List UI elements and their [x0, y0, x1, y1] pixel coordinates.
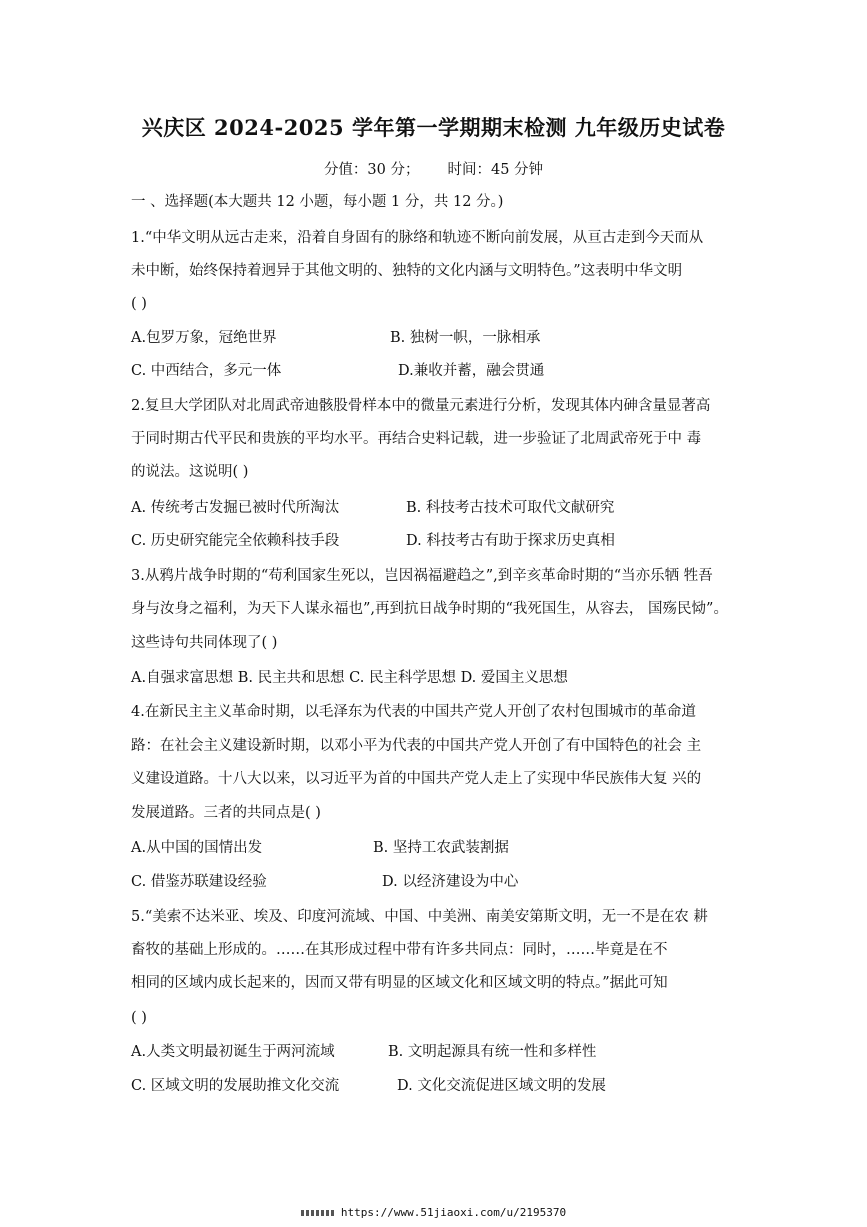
question-1-option-b: B. 独树一帜，一脉相承 — [390, 330, 541, 346]
question-5-line-2: 畜牧的基础上形成的。……在其形成过程中带有许多共同点：同时，……毕竟是在不 — [131, 942, 668, 958]
question-3-options: A.自强求富思想 B. 民主共和思想 C. 民主科学思想 D. 爱国主义思想 — [131, 670, 568, 686]
question-4-line-2: 路：在社会主义建设新时期，以邓小平为代表的中国共产党人开创了有中国特色的社会 主 — [131, 738, 702, 754]
section-heading: 一 、选择题(本大题共 12 小题，每小题 1 分，共 12 分。) — [131, 194, 504, 210]
question-1-option-c: C. 中西结合，多元一体 — [131, 363, 282, 379]
exam-meta — [0, 158, 867, 179]
question-1-option-a: A.包罗万象，冠绝世界 — [131, 330, 277, 346]
question-4-option-b: B. 坚持工农武装割据 — [373, 840, 509, 856]
footer-url[interactable]: https://www.51jiaoxi.com/u/2195370 — [340, 1206, 567, 1219]
site-logo-icon — [301, 1210, 335, 1216]
question-2-line-1: 2.复旦大学团队对北周武帝迪骸股骨样本中的微量元素进行分析，发现其体内砷含量显著高 — [131, 398, 711, 414]
score-info: 分值：30 分； — [323, 162, 420, 178]
question-1-option-d: D.兼收并蓄，融会贯通 — [398, 363, 545, 379]
time-info: 时间：45 分钟 — [447, 162, 544, 178]
question-5-option-a: A.人类文明最初诞生于两河流域 — [131, 1044, 335, 1060]
exam-title: 兴庆区 2024-2025 学年第一学期期末检测 九年级历史试卷 — [141, 115, 726, 140]
footer-watermark — [0, 1206, 867, 1219]
question-3-line-1: 3.从鸦片战争时期的“苟利国家生死以，岂因祸福避趋之”,到辛亥革命时期的“当亦乐牺 牲吾 — [131, 568, 713, 584]
question-5-line-3: 相同的区域内成长起来的，因而又带有明显的区域文化和区域文明的特点。”据此可知 — [131, 975, 668, 991]
question-5-answer-blank: ( ) — [131, 1010, 147, 1026]
question-5-line-1: 5.“美索不达米亚、埃及、印度河流域、中国、中美洲、南美安第斯文明，无一不是在农 耕 — [131, 909, 708, 925]
question-4-line-1: 4.在新民主主义革命时期，以毛泽东为代表的中国共产党人开创了农村包围城市的革命道 — [131, 704, 696, 720]
question-4-option-a: A.从中国的国情出发 — [131, 840, 263, 856]
question-5-option-c: C. 区域文明的发展助推文化交流 — [131, 1078, 340, 1094]
question-5-option-d: D. 文化交流促进区域文明的发展 — [397, 1078, 606, 1094]
question-1-answer-blank: ( ) — [131, 296, 147, 312]
question-3-line-2: 身与汝身之福利，为天下人谋永福也”,再到抗日战争时期的“我死国生，从容去， 国殇民恸”。 — [131, 601, 728, 617]
question-2-option-c: C. 历史研究能完全依赖科技手段 — [131, 533, 340, 549]
question-2-line-3: 的说法。这说明( ) — [131, 464, 249, 480]
question-2-option-d: D. 科技考古有助于探求历史真相 — [406, 533, 615, 549]
question-1-line-2: 未中断，始终保持着迥异于其他文明的、独特的文化内涵与文明特色。”这表明中华文明 — [131, 263, 683, 279]
question-2-line-2: 于同时期古代平民和贵族的平均水平。再结合史料记载，进一步验证了北周武帝死于中 毒 — [131, 431, 702, 447]
question-2-option-a: A. 传统考古发掘已被时代所淘汰 — [131, 500, 340, 516]
question-3-line-3: 这些诗句共同体现了( ) — [131, 635, 278, 651]
question-1-line-1: 1.“中华文明从远古走来，沿着自身固有的脉络和轨迹不断向前发展，从亘古走到今天而从 — [131, 230, 704, 246]
question-4-option-c: C. 借鉴苏联建设经验 — [131, 874, 267, 890]
question-5-option-b: B. 文明起源具有统一性和多样性 — [388, 1044, 597, 1060]
question-4-line-4: 发展道路。三者的共同点是( ) — [131, 805, 321, 821]
question-2-option-b: B. 科技考古技术可取代文献研究 — [406, 500, 615, 516]
question-4-line-3: 义建设道路。十八大以来，以习近平为首的中国共产党人走上了实现中华民族伟大复 兴的 — [131, 771, 702, 787]
question-4-option-d: D. 以经济建设为中心 — [382, 874, 519, 890]
